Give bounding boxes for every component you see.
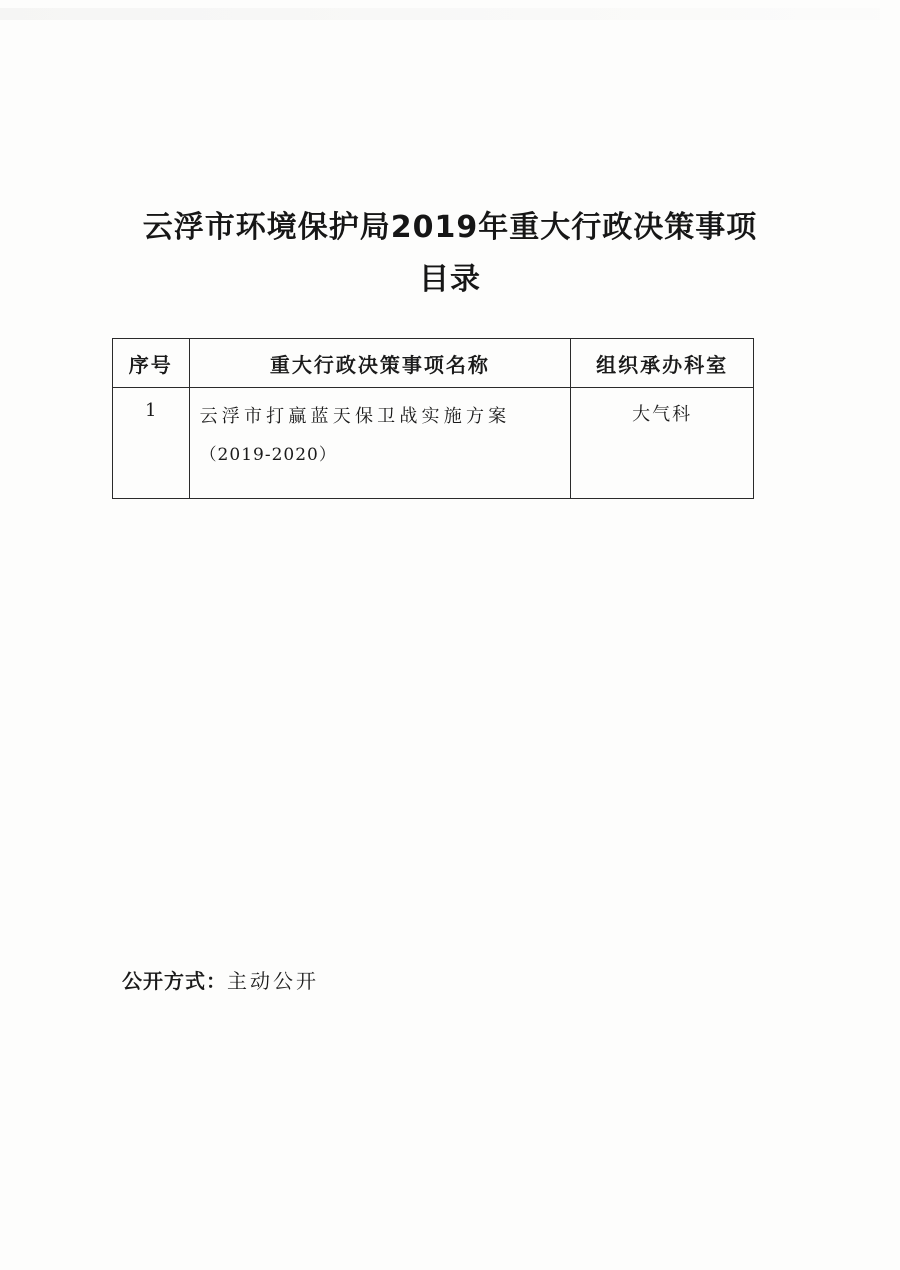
document-title-continued: 目录 (419, 262, 481, 297)
disclosure-label: 公开方式： (122, 969, 227, 993)
decision-name-text: 云浮市打赢蓝天保卫战实施方案 (199, 406, 511, 427)
decision-catalog-table (112, 338, 754, 499)
header-serial-number: 序号 (113, 339, 190, 388)
disclosure-method (122, 965, 319, 994)
row-decision-name (189, 388, 571, 499)
table-row (113, 388, 754, 499)
decision-name-period: （2019-2020） (199, 445, 337, 465)
header-decision-name: 重大行政决策事项名称 (189, 339, 571, 388)
disclosure-value: 主动公开 (227, 969, 319, 993)
document-title: 云浮市环境保护局2019年重大行政决策事项 (142, 210, 758, 245)
header-department: 组织承办科室 (571, 339, 754, 388)
table-header-row (113, 339, 754, 388)
scan-artifact (0, 8, 880, 20)
row-department: 大气科 (571, 388, 754, 499)
row-serial-number: 1 (113, 388, 190, 499)
